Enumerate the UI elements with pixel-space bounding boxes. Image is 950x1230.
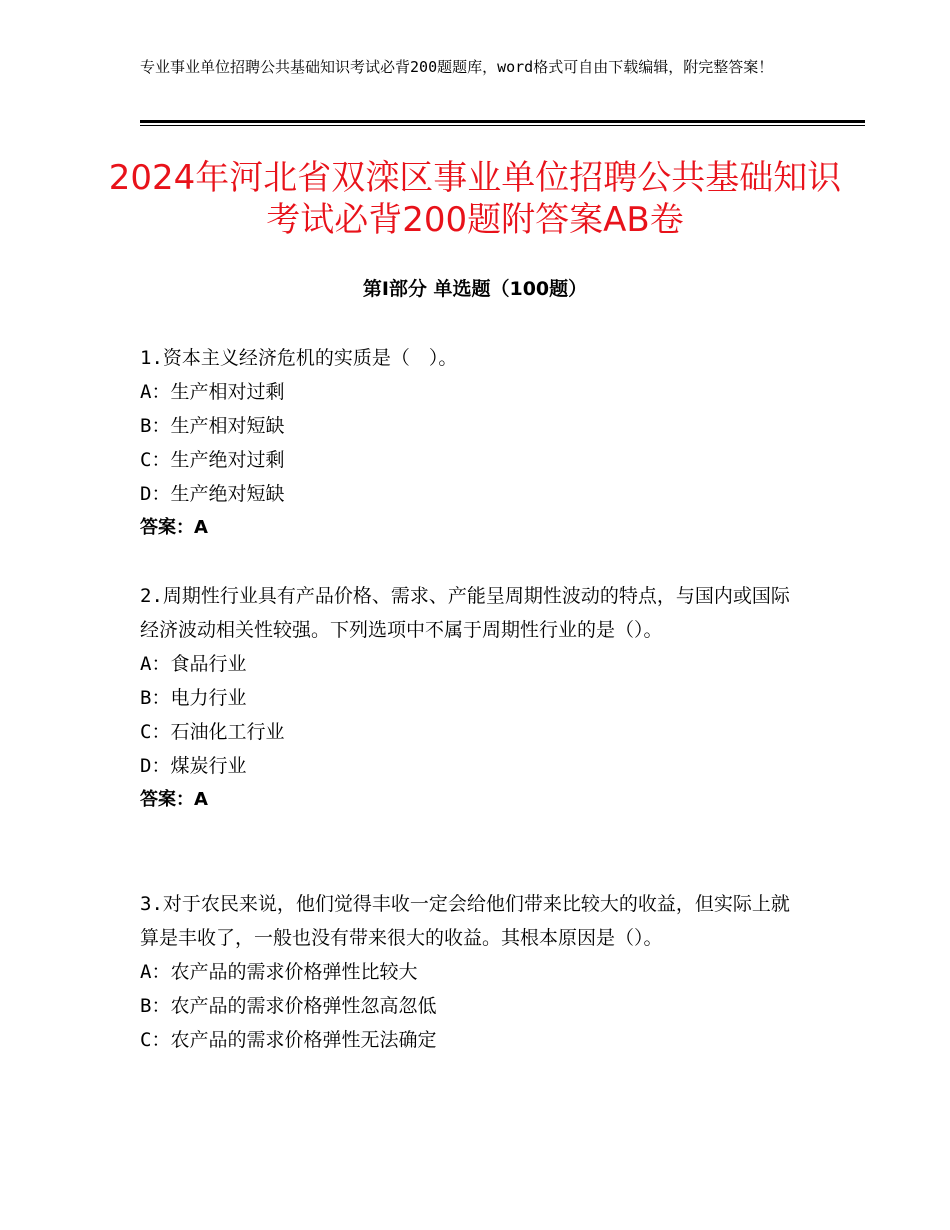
option-c: C：生产绝对过剩 [140, 449, 285, 471]
question-3 [140, 887, 800, 1057]
question-1 [140, 341, 800, 545]
answer: 答案：A [140, 517, 208, 538]
question-2 [140, 579, 800, 817]
question-stem: 2.周期性行业具有产品价格、需求、产能呈周期性波动的特点，与国内或国际经济波动相关性较强。下列选项中不属于周期性行业的是（）。 [140, 585, 790, 641]
option-d: D：煤炭行业 [140, 755, 247, 777]
answer: 答案：A [140, 789, 208, 810]
option-c: C：农产品的需求价格弹性无法确定 [140, 1029, 437, 1051]
option-a: A：生产相对过剩 [140, 381, 285, 403]
question-stem: 3.对于农民来说，他们觉得丰收一定会给他们带来比较大的收益，但实际上就算是丰收了，一般也没有带来很大的收益。其根本原因是（）。 [140, 893, 790, 949]
document-title: 2024年河北省双滦区事业单位招聘公共基础知识考试必背200题附答案AB卷 [108, 158, 842, 240]
option-c: C：石油化工行业 [140, 721, 285, 743]
option-d: D：生产绝对短缺 [140, 483, 285, 505]
header-divider-thick [140, 120, 865, 123]
header-divider-thin [140, 125, 865, 126]
option-a: A：食品行业 [140, 653, 247, 675]
option-b: B：生产相对短缺 [140, 415, 285, 437]
option-b: B：农产品的需求价格弹性忽高忽低 [140, 995, 437, 1017]
option-a: A：农产品的需求价格弹性比较大 [140, 961, 418, 983]
header-note: 专业事业单位招聘公共基础知识考试必背200题题库，word格式可自由下载编辑，附完整答案！ [140, 58, 774, 76]
option-b: B：电力行业 [140, 687, 247, 709]
question-stem: 1.资本主义经济危机的实质是（ ）。 [140, 347, 458, 369]
section-title: 第Ⅰ部分 单选题（100题） [362, 278, 588, 300]
